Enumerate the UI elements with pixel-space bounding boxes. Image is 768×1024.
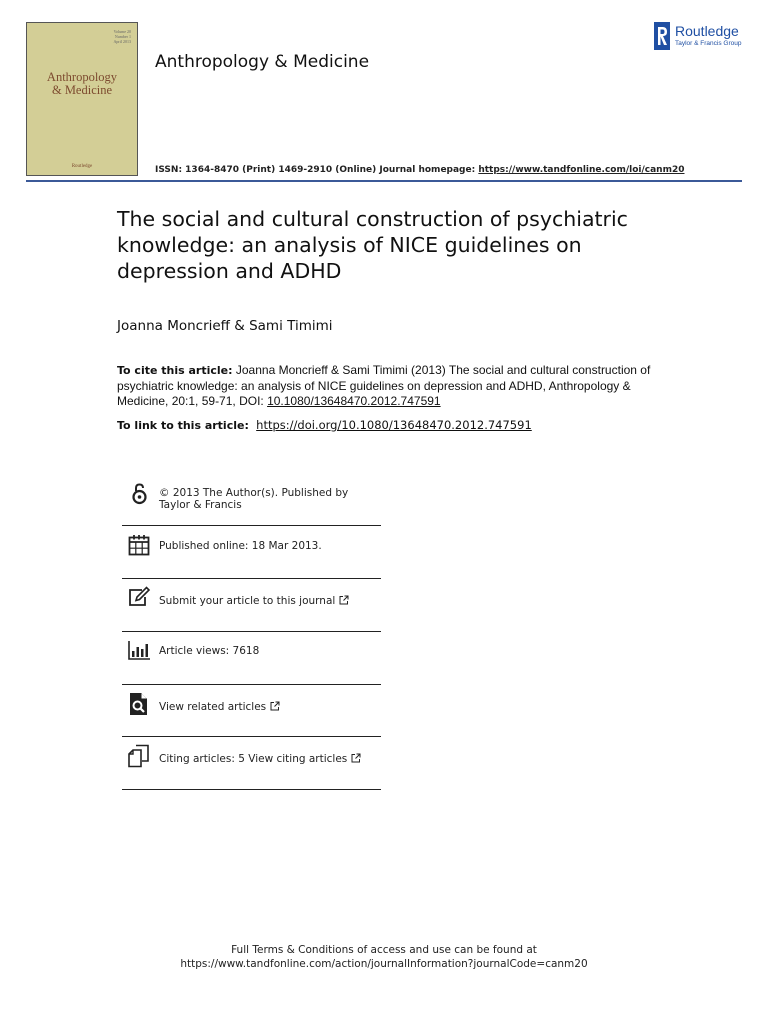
info-divider	[122, 684, 381, 685]
routledge-logo-icon	[654, 22, 670, 50]
published-date: Published online: 18 Mar 2013.	[159, 540, 322, 552]
issn-line	[155, 165, 685, 175]
article-link	[117, 418, 532, 432]
cover-issue-text: Volume 20 Number 1 April 2013	[113, 29, 131, 44]
publisher-tagline: Taylor & Francis Group	[675, 40, 742, 47]
related-articles-link[interactable]: View related articles	[159, 701, 381, 713]
external-link-icon	[339, 595, 349, 605]
terms-url[interactable]: https://www.tandfonline.com/action/journalInformation?journalCode=canm20	[180, 958, 588, 970]
info-divider	[122, 789, 381, 790]
info-divider	[122, 736, 381, 737]
publisher-name: Routledge	[675, 23, 739, 39]
info-divider	[122, 631, 381, 632]
info-divider	[122, 578, 381, 579]
info-divider	[122, 525, 381, 526]
terms-text: Full Terms & Conditions of access and use can be found at	[231, 944, 537, 956]
issn-text: ISSN: 1364-8470 (Print) 1469-2910 (Online) Journal homepage:	[155, 165, 479, 175]
journal-homepage-link[interactable]: https://www.tandfonline.com/loi/canm20	[478, 165, 685, 175]
link-label: To link to this article:	[117, 419, 249, 432]
cover-title: Anthropology & Medicine	[46, 70, 118, 97]
terms-footer	[0, 943, 768, 971]
article-doi-link[interactable]: https://doi.org/10.1080/13648470.2012.747591	[256, 418, 532, 432]
cover-publisher: Routledge	[71, 164, 93, 169]
calendar-icon	[127, 533, 151, 557]
citing-articles-icon	[127, 744, 151, 768]
citing-articles-link[interactable]: Citing articles: 5 View citing articles	[159, 753, 381, 765]
article-authors: Joanna Moncrieff & Sami Timimi	[117, 318, 333, 334]
citation	[117, 363, 677, 410]
external-link-icon	[351, 753, 361, 763]
cite-doi-link[interactable]: 10.1080/13648470.2012.747591	[267, 394, 441, 408]
journal-name: Anthropology & Medicine	[155, 52, 370, 72]
bar-chart-icon	[127, 638, 151, 662]
copyright-text: © 2013 The Author(s). Published by Taylor & Francis	[159, 487, 349, 511]
cite-text: Joanna Moncrieff & Sami Timimi (2013) The social and cultural construction of psychiatric knowledge: an analysis of NICE guidelines on depression and ADHD, Anthropology & Medicine, 20:1, 59-71, DOI:	[117, 363, 651, 408]
search-document-icon	[127, 692, 151, 716]
article-title: The social and cultural construction of psychiatric knowledge: an analysis of NICE guidelines on depression and ADHD	[117, 207, 628, 283]
publisher-logo	[654, 22, 754, 50]
header-divider	[26, 180, 742, 182]
submit-link[interactable]: Submit your article to this journal	[159, 595, 381, 607]
journal-cover	[26, 22, 138, 176]
open-access-icon	[127, 482, 151, 506]
external-link-icon	[270, 701, 280, 711]
cite-label: To cite this article:	[117, 364, 233, 377]
article-views: Article views: 7618	[159, 645, 260, 657]
edit-icon	[127, 586, 151, 610]
